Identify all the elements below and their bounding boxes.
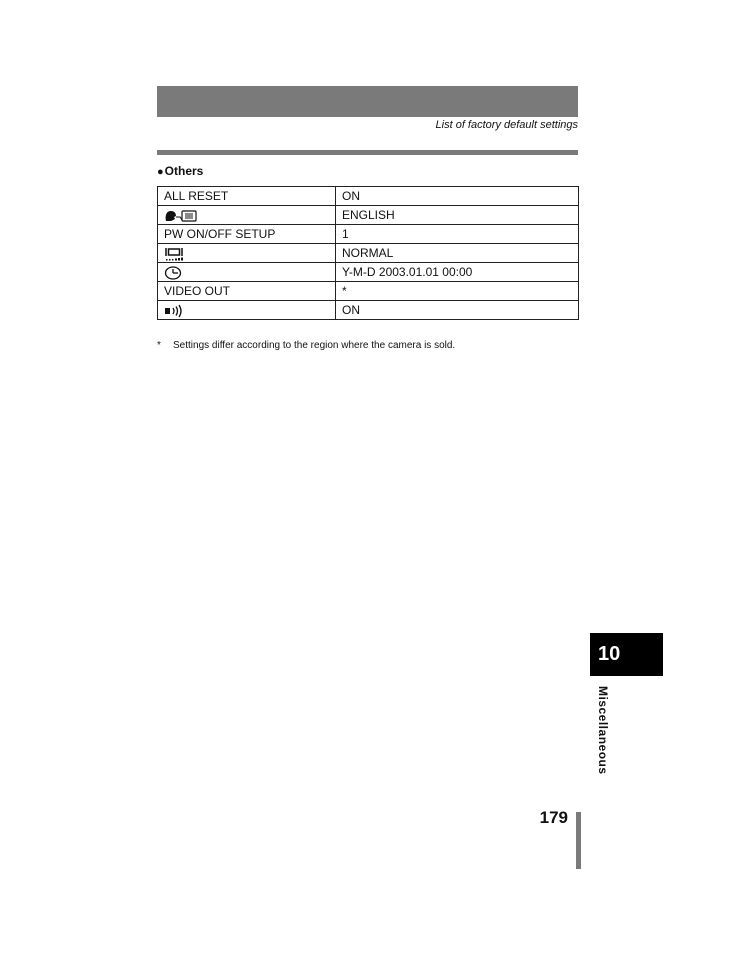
page-number: 179 — [539, 808, 568, 827]
language-icon — [164, 208, 198, 222]
table-row — [158, 225, 579, 244]
setting-value: ENGLISH — [336, 206, 579, 225]
header-caption: List of factory default settings — [435, 119, 578, 131]
monitor-brightness-icon — [164, 246, 186, 260]
setting-value: 1 — [336, 225, 579, 244]
table-row — [158, 282, 579, 301]
header-bar — [157, 86, 578, 117]
chapter-label: Miscellaneous — [596, 686, 610, 775]
setting-value: ON — [336, 187, 579, 206]
footnote-text: Settings differ according to the region where the camera is sold. — [173, 340, 456, 351]
footnote — [157, 340, 455, 351]
setting-value: Y-M-D 2003.01.01 00:00 — [336, 263, 579, 282]
section-title — [157, 164, 203, 178]
section-title-text: Others — [164, 164, 204, 178]
setting-name: PW ON/OFF SETUP — [158, 225, 336, 244]
table-row — [158, 263, 579, 282]
chapter-tab — [590, 633, 663, 676]
factory-settings-table — [157, 186, 579, 320]
setting-name: ALL RESET — [158, 187, 336, 206]
section-bullet: ● — [157, 166, 164, 178]
table-row — [158, 206, 579, 225]
beep-sound-icon — [164, 303, 184, 317]
page-number-bar — [576, 812, 581, 869]
table-row — [158, 301, 579, 320]
setting-name: VIDEO OUT — [158, 282, 336, 301]
table-row — [158, 244, 579, 263]
setting-value: NORMAL — [336, 244, 579, 263]
chapter-number: 10 — [598, 643, 621, 665]
table-row — [158, 187, 579, 206]
section-rule — [157, 150, 578, 155]
setting-value: ON — [336, 301, 579, 320]
footnote-mark: * — [157, 340, 161, 351]
clock-icon — [164, 265, 182, 279]
setting-value: * — [336, 282, 579, 301]
